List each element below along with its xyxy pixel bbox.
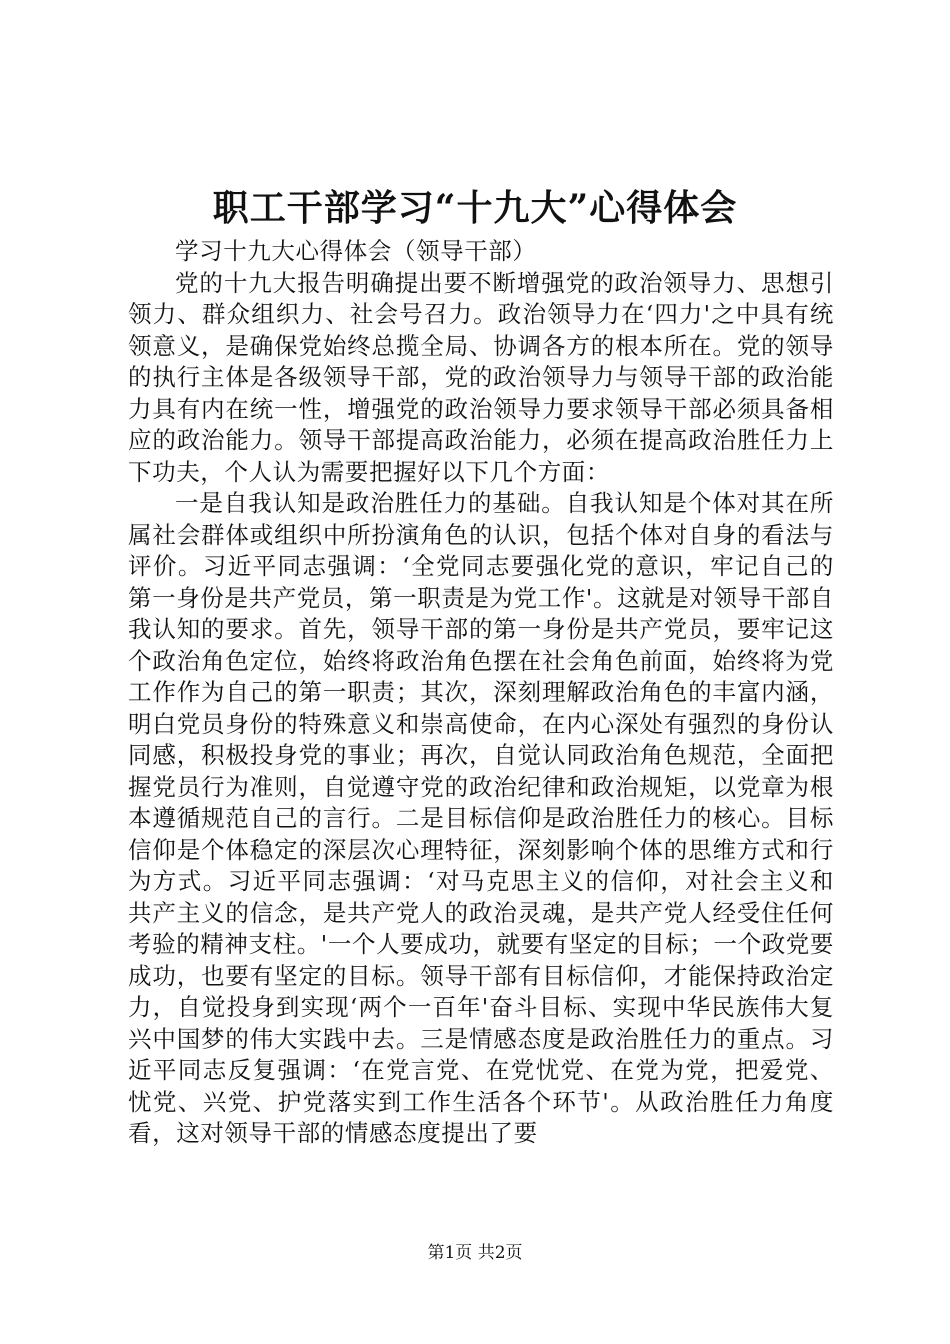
document-title: 职工干部学习“十九大”心得体会: [212, 187, 738, 229]
document-subtitle: 学习十九大心得体会（领导干部）: [175, 237, 537, 265]
page-footer: [0, 1241, 950, 1265]
body-paragraph: 一是自我认知是政治胜任力的基础。自我认知是个体对其在所属社会群体或组织中所扮演角色的认识，包括个体对自身的看法与评价。习近平同志强调：‘全党同志要强化党的意识，牢记自己的第一身份是共产党员，第一职责是为党工作'。这就是对领导干部自我认知的要求。首先，领导干部的第一身份是共产党员，要牢记这个政治角色定位，始终将政治角色摆在社会角色前面，始终将为党工作作为自己的第一职责；其次，深刻理解政治角色的丰富内涵，明白党员身份的特殊意义和崇高使命，在内心深处有强烈的身份认同感，积极投身党的事业；再次，自觉认同政治角色规范，全面把握党员行为准则，自觉遵守党的政治纪律和政治规矩，以党章为根本遵循规范自己的言行。二是目标信仰是政治胜任力的核心。目标信仰是个体稳定的深层次心理特征，深刻影响个体的思维方式和行为方式。习近平同志强调：‘对马克思主义的信仰，对社会主义和共产主义的信念，是共产党人的政治灵魂，是共产党人经受住任何考验的精神支柱。'一个人要成功，就要有坚定的目标；一个政党要成功，也要有坚定的目标。领导干部有目标信仰，才能保持政治定力，自觉投身到实现‘两个一百年'奋斗目标、实现中华民族伟大复兴中国梦的伟大实践中去。三是情感态度是政治胜任力的重点。习近平同志反复强调：‘在党言党、在党忧党、在党为党，把爱党、忧党、兴党、护党落实到工作生活各个环节'。从政治胜任力角度看，这对领导干部的情感态度提出了要: [128, 489, 834, 1147]
page-number: 第1页 共2页: [427, 1243, 523, 1263]
document-body: [128, 236, 834, 1150]
body-paragraph: 党的十九大报告明确提出要不断增强党的政治领导力、思想引领力、群众组织力、社会号召力。政治领导力在‘四力'之中具有统领意义，是确保党始终总揽全局、协调各方的根本所在。党的领导的执行主体是各级领导干部，党的政治领导力与领导干部的政治能力具有内在统一性，增强党的政治领导力要求领导干部必须具备相应的政治能力。领导干部提高政治能力，必须在提高政治胜任力上下功夫，个人认为需要把握好以下几个方面：: [128, 268, 834, 486]
